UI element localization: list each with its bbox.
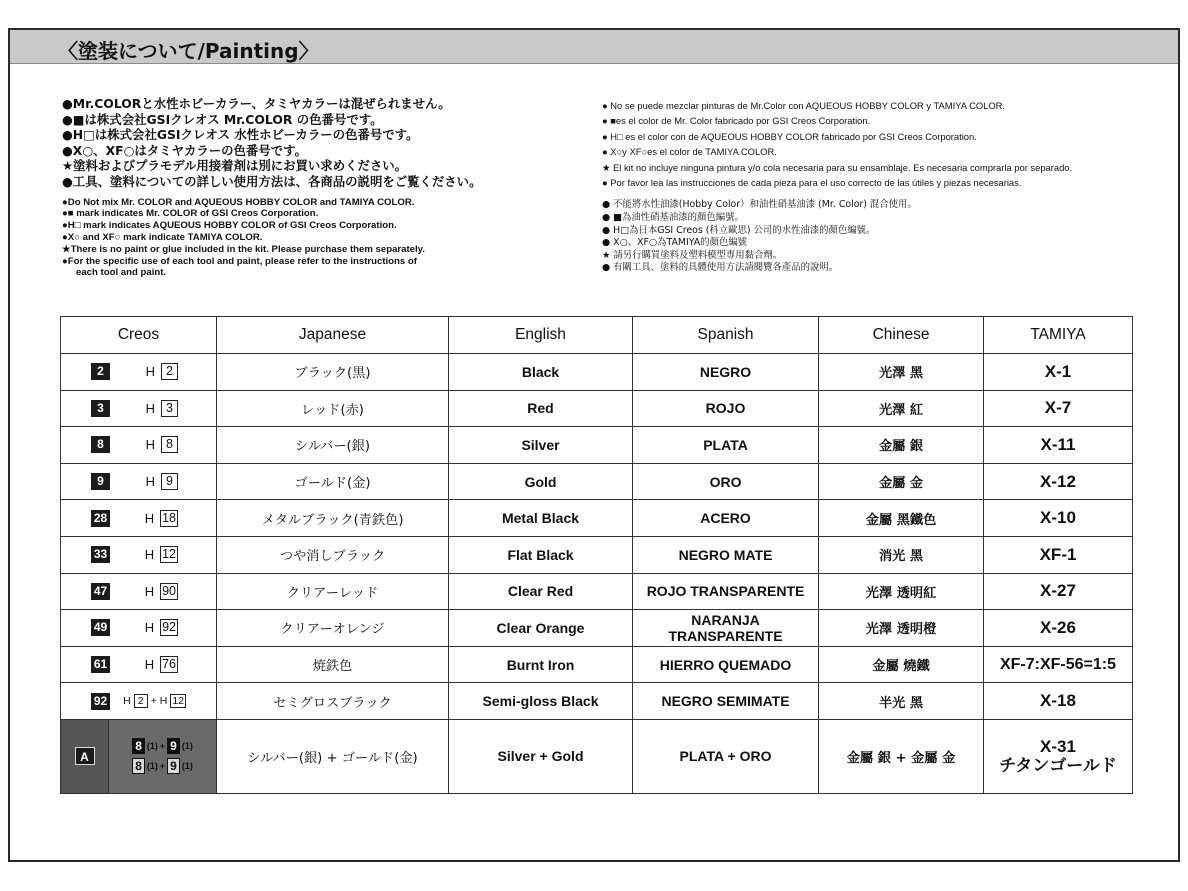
english-name: Red — [449, 390, 633, 427]
painting-sheet — [8, 28, 1180, 862]
english-name: Flat Black — [449, 536, 633, 573]
mr-color-badge: 8 — [132, 738, 145, 754]
mr-color-badge: 33 — [91, 546, 110, 563]
note-zh-4: ● X○、XF○為TAMIYA的顏色編號 — [602, 237, 748, 249]
special-label-cell — [61, 719, 109, 793]
english-name: Semi-gloss Black — [449, 683, 633, 720]
spanish-name: NEGRO MATE — [633, 536, 819, 573]
mr-color-badge: 9 — [91, 473, 110, 490]
hobby-color-code: H 12 — [144, 547, 177, 563]
spanish-name: NARANJA TRANSPARENTE — [633, 610, 819, 647]
mr-color-badge: 8 — [91, 436, 110, 453]
hobby-color-number: 12 — [162, 547, 177, 562]
mr-color-badge: 9 — [167, 738, 180, 754]
plus-sign: + — [159, 761, 166, 772]
note-en-6: ●For the specific use of each tool and paint, please refer to the instructions of — [62, 255, 417, 267]
mr-color-badge: 92 — [91, 693, 110, 710]
note-jp-5: ★塗料およびプラモデル用接着剤は別にお買い求めください。 — [62, 158, 408, 174]
japanese-name: 焼鉄色 — [217, 646, 449, 683]
hobby-color-number: 9 — [167, 758, 180, 774]
chinese-name: 金屬 銀 + 金屬 金 — [819, 719, 984, 793]
spanish-name: ROJO — [633, 390, 819, 427]
chinese-name: 金屬 燒鐵 — [819, 646, 984, 683]
hobby-color-number: 12 — [172, 695, 185, 708]
table-row — [61, 463, 1133, 500]
hobby-color-code: H 8 — [146, 436, 178, 453]
japanese-name: シルバー(銀) — [217, 427, 449, 464]
japanese-name: レッド(赤) — [217, 390, 449, 427]
tamiya-code: X-26 — [984, 610, 1133, 647]
ratio: (1) — [146, 741, 158, 752]
note-jp-6: ●工具、塗料についての詳しい使用方法は、各商品の説明をご覧ください。 — [62, 173, 482, 189]
table-row — [61, 427, 1133, 464]
spanish-name: PLATA + ORO — [633, 719, 819, 793]
creos-cell — [61, 463, 217, 500]
spanish-name: PLATA — [633, 427, 819, 464]
note-en-3: ●H□ mark indicates AQUEOUS HOBBY COLOR of GSI Creos Corporation. — [62, 220, 397, 232]
mr-color-badge: 49 — [91, 619, 110, 636]
hobby-color-code: H 9 — [146, 473, 178, 490]
table-row — [61, 536, 1133, 573]
chinese-name: 光澤 透明橙 — [819, 610, 984, 647]
spanish-name: ROJO TRANSPARENTE — [633, 573, 819, 610]
special-mix-cell — [109, 719, 217, 793]
spanish-name: NEGRO SEMIMATE — [633, 683, 819, 720]
hobby-color-number: 9 — [161, 473, 178, 490]
creos-cell — [61, 646, 217, 683]
header-english: English — [449, 317, 633, 354]
table-row — [61, 354, 1133, 391]
chinese-name: 金屬 金 — [819, 463, 984, 500]
note-en-2: ●■ mark indicates Mr. COLOR of GSI Creos Corporation. — [62, 208, 319, 220]
tamiya-code: X-27 — [984, 573, 1133, 610]
english-name: Gold — [449, 463, 633, 500]
note-en-1: ●Do Not mix Mr. COLOR and AQUEOUS HOBBY COLOR and TAMIYA COLOR. — [62, 196, 415, 208]
tamiya-code: X-7 — [984, 390, 1133, 427]
hobby-color-number: 92 — [162, 620, 177, 635]
hobby-color-mix: H 2 + H 12 — [123, 695, 185, 708]
mix-mr-color — [132, 738, 193, 754]
hobby-color-code: H 3 — [146, 400, 178, 417]
special-label: A — [75, 747, 95, 765]
note-jp-2: ●■は株式会社GSIクレオス Mr.COLOR の色番号です。 — [62, 111, 383, 127]
header-chinese: Chinese — [819, 317, 984, 354]
english-name: Silver — [449, 427, 633, 464]
notes-right — [602, 98, 1162, 275]
hobby-color-number: 2 — [161, 363, 178, 380]
japanese-name: シルバー(銀) + ゴールド(金) — [217, 719, 449, 793]
tamiya-code: X-18 — [984, 683, 1133, 720]
hobby-color-number: 18 — [162, 510, 177, 525]
note-es-3: ● H□ es el color con de AQUEOUS HOBBY COLOR fabricado por GSI Creos Corporation. — [602, 130, 977, 142]
header-creos: Creos — [61, 317, 217, 354]
table-row — [61, 390, 1133, 427]
table-row — [61, 573, 1133, 610]
note-es-1: ● No se puede mezclar pinturas de Mr.Color con AQUEOUS HOBBY COLOR y TAMIYA COLOR. — [602, 100, 1006, 111]
note-zh-5: ★ 請另行購買塗料及塑料模型專用黏合劑。 — [602, 249, 783, 261]
creos-cell — [61, 390, 217, 427]
creos-cell — [61, 354, 217, 391]
english-name: Burnt Iron — [449, 646, 633, 683]
hobby-color-code: H 92 — [144, 620, 177, 636]
chinese-name: 金屬 銀 — [819, 427, 984, 464]
chinese-name: 半光 黑 — [819, 683, 984, 720]
chinese-name: 金屬 黑鐵色 — [819, 500, 984, 537]
note-en-7: each tool and paint. — [76, 267, 167, 279]
spanish-name: ORO — [633, 463, 819, 500]
chinese-name: 光澤 透明紅 — [819, 573, 984, 610]
note-es-5: ★ El kit no incluye ninguna pintura y/o cola necesaria para su ensamblaje. Es necesaria comprarla por separado. — [602, 161, 1073, 173]
note-jp-1: ●Mr.COLORと水性ホビーカラー、タミヤカラーは混ぜられません。 — [62, 96, 451, 111]
japanese-name: クリアーレッド — [217, 573, 449, 610]
chinese-name: 光澤 紅 — [819, 390, 984, 427]
spanish-name: HIERRO QUEMADO — [633, 646, 819, 683]
mr-color-badge: 61 — [91, 656, 110, 673]
ratio: (1) — [181, 741, 193, 752]
hobby-color-code: H 2 — [146, 363, 178, 380]
table-row — [61, 610, 1133, 647]
hobby-color-number: 8 — [161, 436, 178, 453]
mr-color-badge: 47 — [91, 583, 110, 600]
note-zh-1: ● 不能將水性油漆(Hobby Color）和油性硝基油漆 (Mr. Color) 混合使用。 — [602, 199, 917, 211]
header-japanese: Japanese — [217, 317, 449, 354]
hobby-color-number: 3 — [161, 400, 178, 417]
header-spanish: Spanish — [633, 317, 819, 354]
tamiya-code: XF-7:XF-56=1:5 — [984, 646, 1133, 683]
note-jp-3: ●H□は株式会社GSIクレオス 水性ホビーカラーの色番号です。 — [62, 127, 419, 143]
creos-cell — [61, 427, 217, 464]
hobby-color-code: H 18 — [144, 510, 177, 526]
tamiya-code: X-10 — [984, 500, 1133, 537]
spanish-name: NEGRO — [633, 354, 819, 391]
table-header-row — [61, 317, 1133, 354]
note-en-4: ●X○ and XF○ mark indicate TAMIYA COLOR. — [62, 231, 263, 243]
ratio: (1) — [181, 761, 193, 772]
english-name: Clear Orange — [449, 610, 633, 647]
creos-cell — [61, 683, 217, 720]
note-en-5: ★There is no paint or glue included in the kit. Please purchase them separately. — [62, 243, 425, 255]
english-name: Clear Red — [449, 573, 633, 610]
ratio: (1) — [146, 761, 158, 772]
title-bar — [10, 30, 1178, 64]
mr-color-badge: 28 — [91, 510, 110, 527]
table-row — [61, 646, 1133, 683]
japanese-name: セミグロスブラック — [217, 683, 449, 720]
notes-left — [62, 96, 582, 279]
hobby-color-number: 2 — [134, 694, 148, 708]
table-row — [61, 500, 1133, 537]
japanese-name: ゴールド(金) — [217, 463, 449, 500]
table-row-special — [61, 719, 1133, 793]
note-es-4: ● X○y XF○es el color de TAMIYA COLOR. — [602, 146, 777, 158]
note-zh-3: ● H□為日本GSI Creos (科立歐思) 公司的水性油漆的顏色編號。 — [602, 224, 876, 236]
header-tamiya: TAMIYA — [984, 317, 1133, 354]
tamiya-code: X-11 — [984, 427, 1133, 464]
plus-sign: + — [159, 741, 166, 752]
tamiya-code: X-12 — [984, 463, 1133, 500]
english-name: Metal Black — [449, 500, 633, 537]
tamiya-name-line: チタンゴールド — [999, 756, 1117, 776]
japanese-name: メタルブラック(青鉄色) — [217, 500, 449, 537]
spanish-name: ACERO — [633, 500, 819, 537]
hobby-color-number: 8 — [132, 758, 145, 774]
table-row — [61, 683, 1133, 720]
japanese-name: ブラック(黒) — [217, 354, 449, 391]
chinese-name: 光澤 黑 — [819, 354, 984, 391]
note-jp-4: ●X○、XF○はタミヤカラーの色番号です。 — [62, 142, 307, 158]
english-name: Silver + Gold — [449, 719, 633, 793]
hobby-color-number: 76 — [162, 657, 177, 672]
hobby-color-code: H 90 — [144, 583, 177, 599]
color-table — [60, 316, 1133, 794]
note-es-2: ● ■es el color de Mr. Color fabricado por GSI Creos Corporation. — [602, 115, 871, 127]
hobby-color-number: 90 — [162, 583, 177, 598]
chinese-name: 消光 黑 — [819, 536, 984, 573]
tamiya-code: XF-1 — [984, 536, 1133, 573]
mr-color-badge: 2 — [91, 363, 110, 380]
creos-cell — [61, 573, 217, 610]
creos-cell — [61, 500, 217, 537]
japanese-name: つや消しブラック — [217, 536, 449, 573]
hobby-color-code: H 76 — [144, 657, 177, 673]
note-es-6: ● Por favor lea las instrucciones de cada pieza para el uso correcto de las útiles y piezas necesarias. — [602, 177, 1022, 189]
english-name: Black — [449, 354, 633, 391]
mix-hobby-color — [132, 758, 193, 774]
tamiya-code — [984, 719, 1133, 793]
creos-cell — [61, 536, 217, 573]
tamiya-code-line: X-31 — [1040, 737, 1076, 757]
tamiya-code: X-1 — [984, 354, 1133, 391]
page-title: 〈塗装について/Painting〉 — [58, 39, 319, 63]
creos-cell — [61, 610, 217, 647]
note-zh-2: ● ■為油性硝基油漆的顏色編號。 — [602, 212, 744, 224]
japanese-name: クリアーオレンジ — [217, 610, 449, 647]
mr-color-badge: 3 — [91, 400, 110, 417]
note-zh-6: ● 有關工具、塗料的具體使用方法請閱覽各產品的說明。 — [602, 262, 839, 274]
